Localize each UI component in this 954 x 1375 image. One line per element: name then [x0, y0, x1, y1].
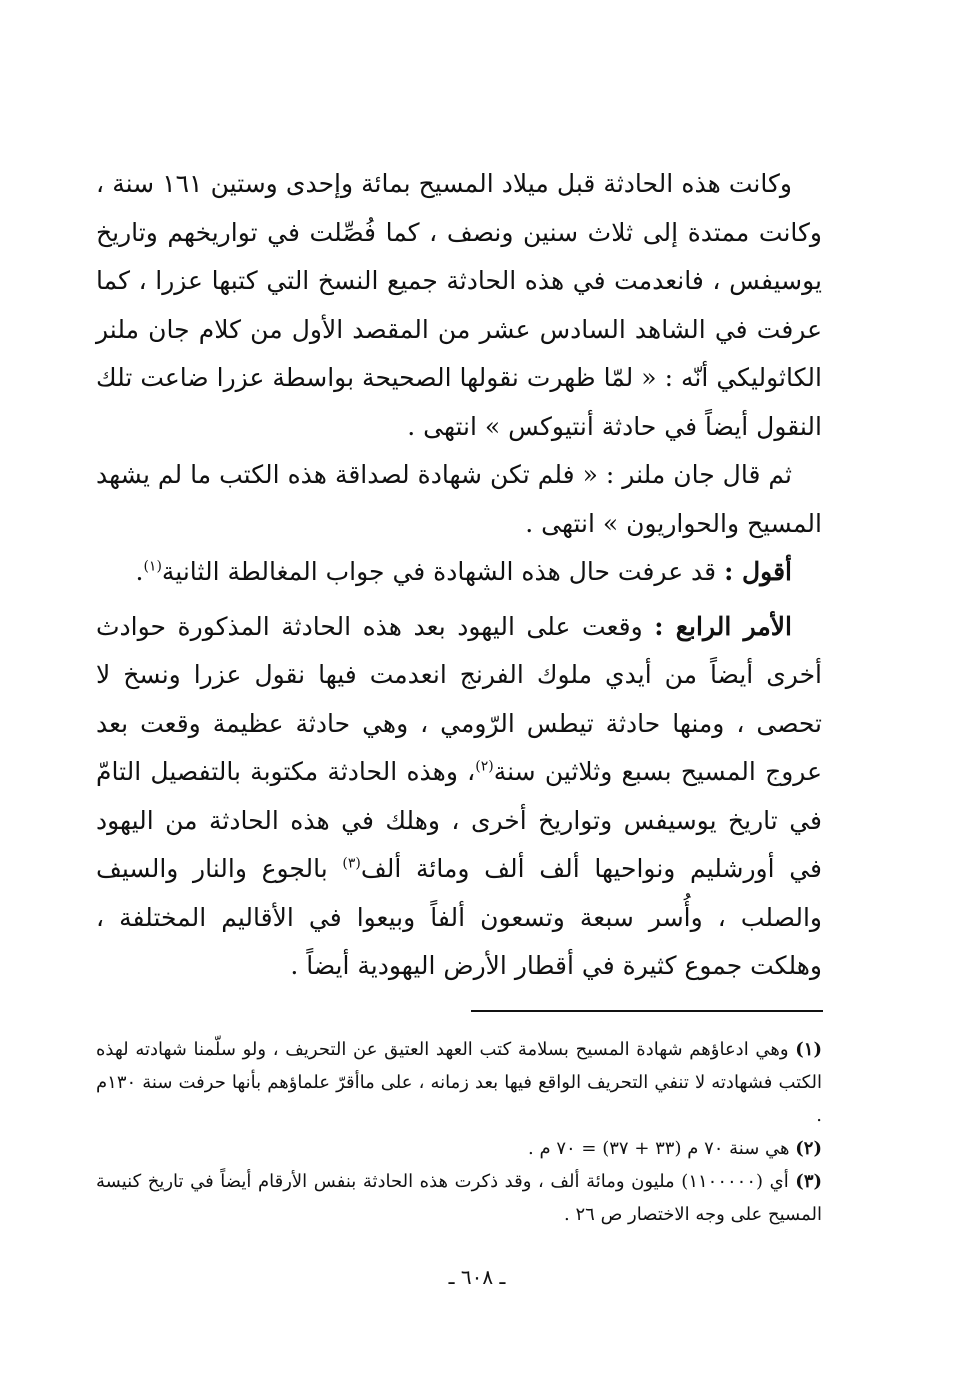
fourth-matter-lead: الأمر الرابع :	[654, 611, 792, 641]
footnote-text: وهي ادعاؤهم شهادة المسيح بسلامة كتب العهد العتيق عن التحريف ، ولو سلّمنا شهادته لهذه الكتب فشهادته لا تنفي التحريف الواقع فيها بعد زمانه ، على ماأقرّ علماؤهم بأنها حرفت سنة ١٣٠م .	[96, 1039, 822, 1126]
paragraph-fourth-matter	[96, 603, 822, 991]
reply-tail: .	[135, 557, 144, 586]
footnote-2	[96, 1132, 822, 1165]
fourth-matter-text-3: بالجوع والنار والسيف والصلب ، وأُسر سبعة وتسعون ألفاً وبيعوا في الأقاليم المختلفة ، وهلكت جموع كثيرة في أقطار الأرض اليهودية أيضاً .	[96, 854, 822, 980]
fourth-matter-text-2: ، وهذه الحادثة مكتوبة بالتفصيل التامّ في تاريخ يوسيفس وتواريخ أخرى ، وهلك في هذه الحادثة من اليهود في أورشليم ونواحيها ألف ألف ومائة ألف	[96, 757, 823, 883]
footnote-number: (٢)	[795, 1138, 822, 1159]
footnote-divider	[471, 1010, 823, 1012]
footnote-ref-2[interactable]: (٢)	[475, 758, 494, 775]
main-text	[96, 160, 822, 991]
fourth-matter-text-1: وقعت على اليهود بعد هذه الحادثة المذكورة حوادث أخرى أيضاً من أيدي ملوك الفرنج انعدمت فيها نقول عزرا ونسخ لا تحصى ، ومنها حادثة تيطس الرّومي ، وهي حادثة عظيمة وقعت بعد عروج المسيح بسبع وثلاثين سنة	[96, 611, 822, 786]
footnotes	[96, 1033, 822, 1231]
footnote-number: (١)	[795, 1039, 822, 1060]
reply-text: قد عرفت حال هذه الشهادة في جواب المغالطة الثانية	[161, 557, 725, 586]
footnote-1	[96, 1033, 822, 1132]
footnote-ref-3[interactable]: (٣)	[342, 855, 361, 872]
page-number: ـ ٦٠٨ ـ	[448, 1265, 506, 1289]
paragraph-reply	[96, 548, 822, 597]
footnote-3	[96, 1165, 822, 1231]
footnote-number: (٣)	[795, 1171, 823, 1192]
paragraph-hadith-date: وكانت هذه الحادثة قبل ميلاد المسيح بمائة وإحدى وستين ١٦١ سنة ، وكانت ممتدة إلى ثلاث سنين ونصف ، كما فُصِّلت في تواريخهم وتاريخ يوسيفس ، فانعدمت في هذه الحادثة جميع النسخ التي كتبها عزرا ، كما عرفت في الشاهد السادس عشر من المقصد الأول من كلام جان ملنر الكاثوليكي أنّه : « لمّا ظهرت نقولها الصحيحة بواسطة عزرا ضاعت تلك النقول أيضاً في حادثة أنتيوكس » انتهى .	[96, 169, 822, 441]
footnote-text: أي (١١٠٠٠٠٠) مليون ومائة ألف ، وقد ذكرت هذه الحادثة بنفس الأرقام أيضاً في تاريخ كنيسة المسيح على وجه الاختصار ص ٢٦ .	[96, 1171, 822, 1225]
footnote-text: هي سنة ٧٠ م (٣٣ + ٣٧) = ٧٠ م .	[528, 1138, 796, 1159]
paragraph-milner-quote: ثم قال جان ملنر : « فلم تكن شهادة لصداقة هذه الكتب ما لم يشهد المسيح والحواريون » انتهى .	[96, 460, 822, 538]
footnote-ref-1[interactable]: (١)	[143, 558, 162, 575]
reply-lead: أقول :	[724, 557, 792, 586]
